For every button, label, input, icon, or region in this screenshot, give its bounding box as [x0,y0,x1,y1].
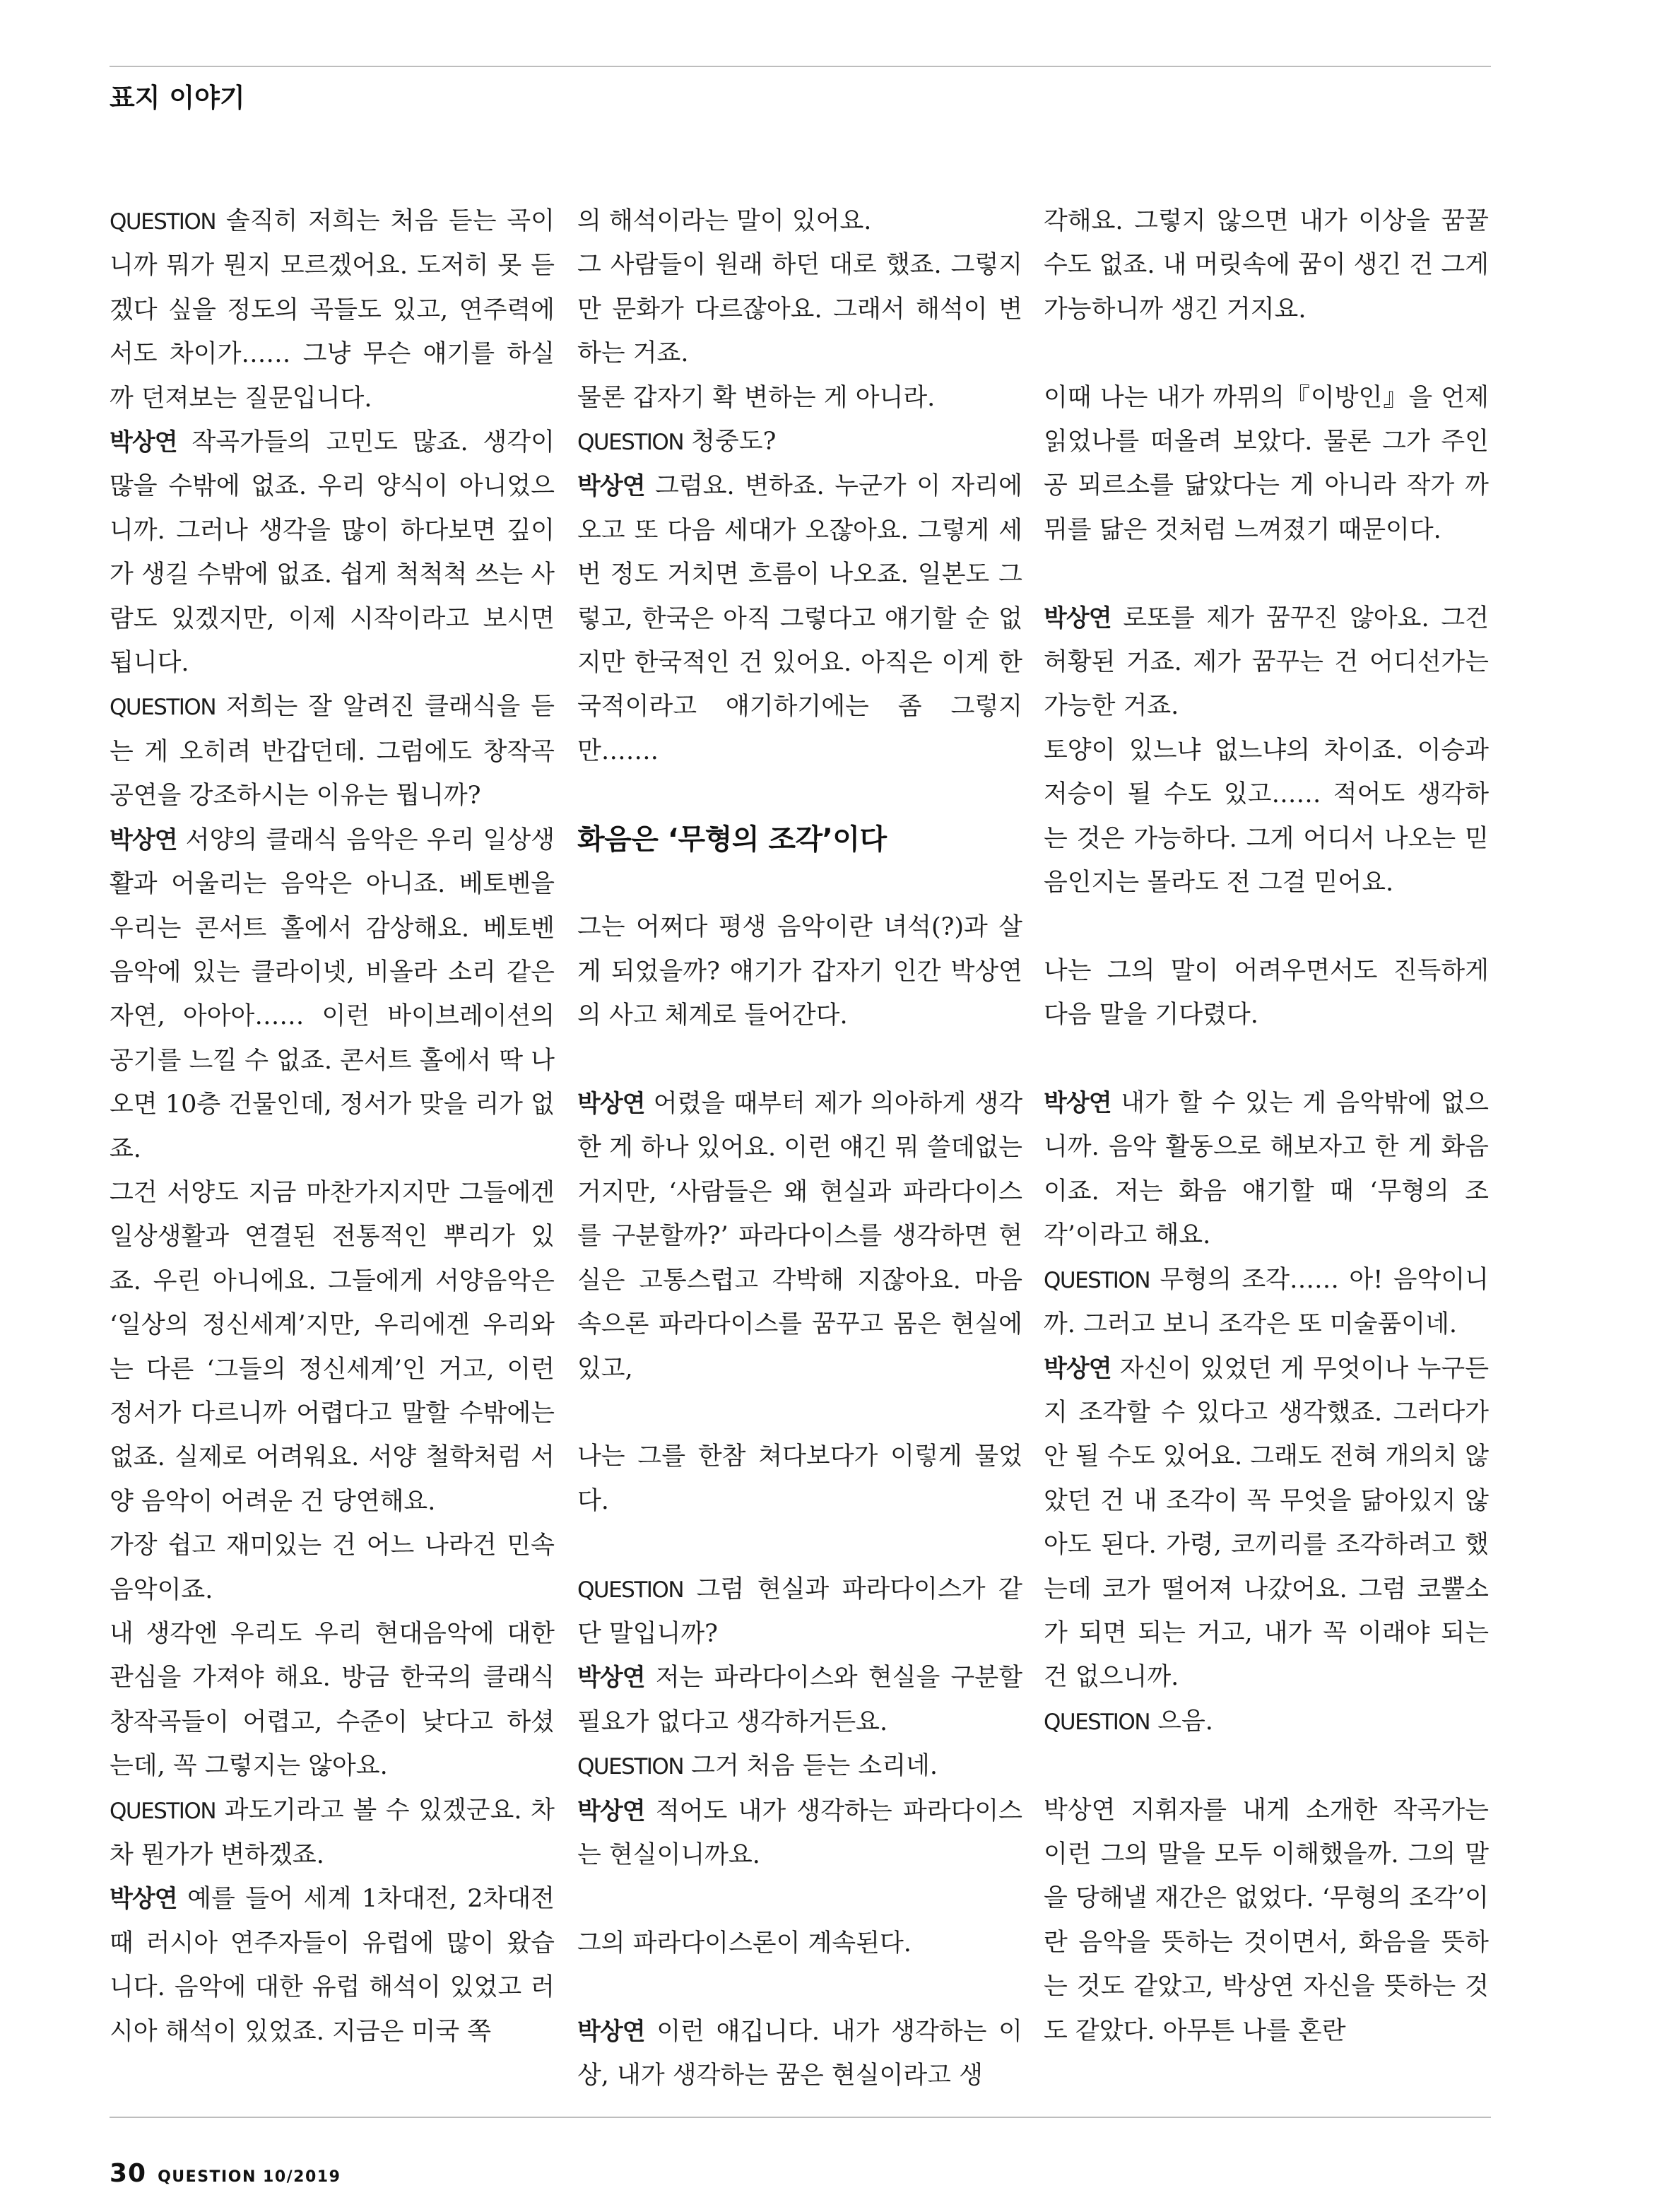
paragraph-text: 솔직히 저희는 처음 듣는 곡이니까 뭐가 뭔지 모르겠어요. 도저히 못 듣겠다 싶을 정도의 곡들도 있고, 연주력에서도 차이가…… 그냥 무슨 얘기를 하실까 던져보는 질문입니다. [110,207,555,413]
paragraph [1044,1258,1489,1347]
paragraph [110,818,555,1171]
paragraph [110,1877,555,2054]
paragraph [110,1524,555,1612]
issue-label: QUESTION 10/2019 [158,2168,341,2186]
paragraph-gap [577,773,1022,817]
paragraph-gap [1044,552,1489,596]
paragraph-text: 이런 얘깁니다. 내가 생각하는 이상, 내가 생각하는 꿈은 현실이라고 생 [577,2017,1022,2090]
paragraph-gap [577,1523,1022,1567]
text-column-3 [1044,199,1489,2053]
paragraph-text: 저희는 잘 알려진 클래식을 듣는 게 오히려 반갑던데. 그럼에도 창작곡 공연을 강조하시는 이유는 뭡니까? [110,693,555,811]
paragraph-text: 예를 들어 세계 1차대전, 2차대전 때 러시아 연주자들이 유럽에 많이 왔습니다. 음악에 대한 유럽 해석이 있었고 러시아 해석이 있었죠. 지금은 미국 쪽 [110,1885,555,2046]
paragraph [1044,1789,1489,2053]
paragraph-gap [1044,331,1489,375]
question-label: QUESTION [110,209,216,235]
paragraph [1044,1700,1489,1744]
speaker-label: 박상연 [577,2017,645,2046]
paragraph-text: 각해요. 그렇지 않으면 내가 이상을 꿈꿀 수도 없죠. 내 머릿속에 꿈이 생긴 건 그게 가능하니까 생긴 거지요. [1044,207,1489,324]
section-title: 표지 이야기 [110,83,245,113]
paragraph [577,1922,1022,1965]
speaker-label: 박상연 [1044,604,1111,633]
paragraph-text: 그럼요. 변하죠. 누군가 이 자리에 오고 또 다음 세대가 오잖아요. 그렇게 세 번 정도 거치면 흐름이 나오죠. 일본도 그렇고, 한국은 아직 그렇다고 얘기할 순 없지만 한국적인 건 있어요. 아직은 이게 한국적이라고 얘기하기에는 좀 그렇지만……. [577,472,1022,765]
paragraph [110,199,555,420]
paragraph [577,1435,1022,1523]
paragraph-text: 박상연 지휘자를 내게 소개한 작곡가는 이런 그의 말을 모두 이해했을까. 그의 말을 당해낼 재간은 없었다. ‘무형의 조각’이란 음악을 뜻하는 것이면서, 화음을 뜻하는 것도 같았고, 박상연 자신을 뜻하는 것도 같았다. 아무튼 나를 혼란 [1044,1796,1489,2045]
paragraph-text: 그 사람들이 원래 하던 대로 했죠. 그렇지만 문화가 다르잖아요. 그래서 해석이 변하는 거죠. [577,251,1022,368]
paragraph-gap [577,1038,1022,1082]
paragraph-text: 의 해석이라는 말이 있어요. [577,207,872,235]
paragraph [1044,1347,1489,1700]
paragraph-text: 적어도 내가 생각하는 파라다이스는 현실이니까요. [577,1796,1022,1869]
paragraph [577,1656,1022,1744]
paragraph-text: 토양이 있느냐 없느냐의 차이죠. 이승과 저승이 될 수도 있고…… 적어도 생각하는 것은 가능하다. 그게 어디서 나오는 믿음인지는 몰라도 전 그걸 믿어요. [1044,736,1489,898]
paragraph-text: 그는 어쩌다 평생 음악이란 녀석(?)과 살게 되었을까? 얘기가 갑자기 인간 박상연의 사고 체계로 들어간다. [577,913,1022,1030]
paragraph-text: 이때 나는 내가 까뮈의『이방인』을 언제 읽었나를 떠올려 보았다. 물론 그가 주인공 뫼르소를 닮았다는 게 아니라 작가 까뮈를 닮은 것처럼 느껴졌기 때문이다. [1044,383,1489,544]
speaker-label: 박상연 [110,1885,177,1914]
paragraph [1044,729,1489,905]
question-label: QUESTION [577,430,684,456]
speaker-label: 박상연 [577,1796,645,1825]
paragraph-gap [577,1391,1022,1435]
paragraph [1044,949,1489,1037]
paragraph [1044,199,1489,331]
paragraph [577,243,1022,375]
paragraph [577,464,1022,773]
question-label: QUESTION [1044,1709,1150,1735]
paragraph [110,1612,555,1789]
paragraph-text: 과도기라고 볼 수 있겠군요. 차차 뭔가가 변하겠죠. [110,1796,555,1870]
paragraph-text: 무형의 조각…… 아! 음악이니까. 그러고 보니 조각은 또 미술품이네. [1044,1265,1489,1339]
paragraph [577,1744,1022,1789]
paragraph [577,1082,1022,1391]
subheading: 화음은 ‘무형의 조각’이다 [577,823,887,856]
question-label: QUESTION [110,1798,216,1824]
paragraph-gap [1044,1744,1489,1788]
speaker-label: 박상연 [1044,1354,1111,1383]
page-number: 30 [110,2159,147,2188]
speaker-label: 박상연 [577,472,645,501]
paragraph [110,1171,555,1524]
paragraph [110,685,555,818]
paragraph-text: 내 생각엔 우리도 우리 현대음악에 대한 관심을 가져야 해요. 방금 한국의 클래식 창작곡들이 어렵고, 수준이 낮다고 하셨는데, 꼭 그렇지는 않아요. [110,1620,555,1781]
question-label: QUESTION [577,1754,684,1780]
paragraph-text: 청중도? [691,428,777,457]
paragraph-text: 가장 쉽고 재미있는 건 어느 나라건 민속음악이죠. [110,1531,555,1604]
paragraph [1044,1081,1489,1258]
paragraph-text: 내가 할 수 있는 게 음악밖에 없으니까. 음악 활동으로 해보자고 한 게 화음이죠. 저는 화음 얘기할 때 ‘무형의 조각’이라고 해요. [1044,1089,1489,1250]
paragraph-text: 그의 파라다이스론이 계속된다. [577,1929,912,1958]
paragraph [577,376,1022,420]
speaker-label: 박상연 [110,825,177,854]
paragraph-gap [1044,1037,1489,1081]
text-column-1 [110,199,555,2054]
question-label: QUESTION [110,695,216,721]
paragraph [577,199,1022,243]
paragraph-text: 나는 그를 한참 쳐다보다가 이렇게 물었다. [577,1442,1022,1515]
paragraph-text: 나는 그의 말이 어려우면서도 진득하게 다음 말을 기다렸다. [1044,956,1489,1030]
speaker-label: 박상연 [1044,1089,1111,1118]
paragraph-text: 으음. [1157,1707,1213,1736]
paragraph-text: 자신이 있었던 게 무엇이나 누구든지 조각할 수 있다고 생각했죠. 그러다가 안 될 수도 있어요. 그래도 전혀 개의치 않았던 건 내 조각이 꼭 무엇을 닮아있지 않아도 된다. 가령, 코끼리를 조각하려고 했는데 코가 떨어져 나갔어요. 그럼 코뿔소가 되면 되는 거고, 내가 꼭 이래야 되는 건 없으니까. [1044,1354,1489,1692]
paragraph-gap [577,1877,1022,1921]
paragraph [110,420,555,685]
paragraph [577,1789,1022,1878]
paragraph-text: 어렸을 때부터 제가 의아하게 생각한 게 하나 있어요. 이런 얘긴 뭐 쓸데없는 거지만, ‘사람들은 왜 현실과 파라다이스를 구분할까?’ 파라다이스를 생각하면 현실은 고통스럽고 각박해 지잖아요. 마음 속으론 파라다이스를 꿈꾸고 몸은 현실에 있고, [577,1090,1022,1383]
paragraph [577,420,1022,464]
paragraph [577,2010,1022,2098]
footer-rule [110,2117,1491,2118]
speaker-label: 박상연 [110,428,177,457]
paragraph-text: 그건 서양도 지금 마찬가지지만 그들에겐 일상생활과 연결된 전통적인 뿌리가 있죠. 우린 아니에요. 그들에게 서양음악은 ‘일상의 정신세계’지만, 우리에겐 우리와는 다른 ‘그들의 정신세계’인 거고, 이런 정서가 다르니까 어렵다고 말할 수밖에는 없죠. 실제로 어려워요. 서양 철학처럼 서양 음악이 어려운 건 당연해요. [110,1178,555,1516]
paragraph-text: 물론 갑자기 확 변하는 게 아니라. [577,383,936,412]
question-label: QUESTION [1044,1267,1150,1293]
paragraph-text: 그거 처음 듣는 소리네. [691,1752,938,1781]
speaker-label: 박상연 [577,1664,645,1693]
paragraph [1044,376,1489,553]
paragraph-gap [577,861,1022,905]
question-label: QUESTION [577,1577,684,1603]
paragraph [577,1567,1022,1657]
text-column-2 [577,199,1022,2098]
paragraph-text: 저는 파라다이스와 현실을 구분할 필요가 없다고 생각하거든요. [577,1664,1022,1736]
speaker-label: 박상연 [577,1090,645,1119]
header-rule [110,66,1491,67]
page-footer [110,2159,341,2188]
paragraph [110,1789,555,1878]
paragraph [1044,596,1489,729]
paragraph-text: 작곡가들의 고민도 많죠. 생각이 많을 수밖에 없죠. 우리 양식이 아니었으니까. 그러나 생각을 많이 하다보면 깊이가 생길 수밖에 없죠. 쉽게 척척척 쓰는 사람도 있겠지만, 이제 시작이라고 보시면 됩니다. [110,428,555,678]
paragraph-text: 서양의 클래식 음악은 우리 일상생활과 어울리는 음악은 아니죠. 베토벤을 우리는 콘서트 홀에서 감상해요. 베토벤 음악에 있는 클라이넷, 비올라 소리 같은 자연, 아아아…… 이런 바이브레이션의 공기를 느낄 수 없죠. 콘서트 홀에서 딱 나오면 10층 건물인데, 정서가 맞을 리가 없죠. [110,825,555,1163]
paragraph-gap [577,1965,1022,2009]
paragraph-text: 로또를 제가 꿈꾸진 않아요. 그건 허황된 거죠. 제가 꿈꾸는 건 어디선가는 가능한 거죠. [1044,604,1489,721]
paragraph [577,905,1022,1037]
paragraph-gap [1044,905,1489,948]
paragraph-text: 그럼 현실과 파라다이스가 같단 말입니까? [577,1575,1022,1648]
